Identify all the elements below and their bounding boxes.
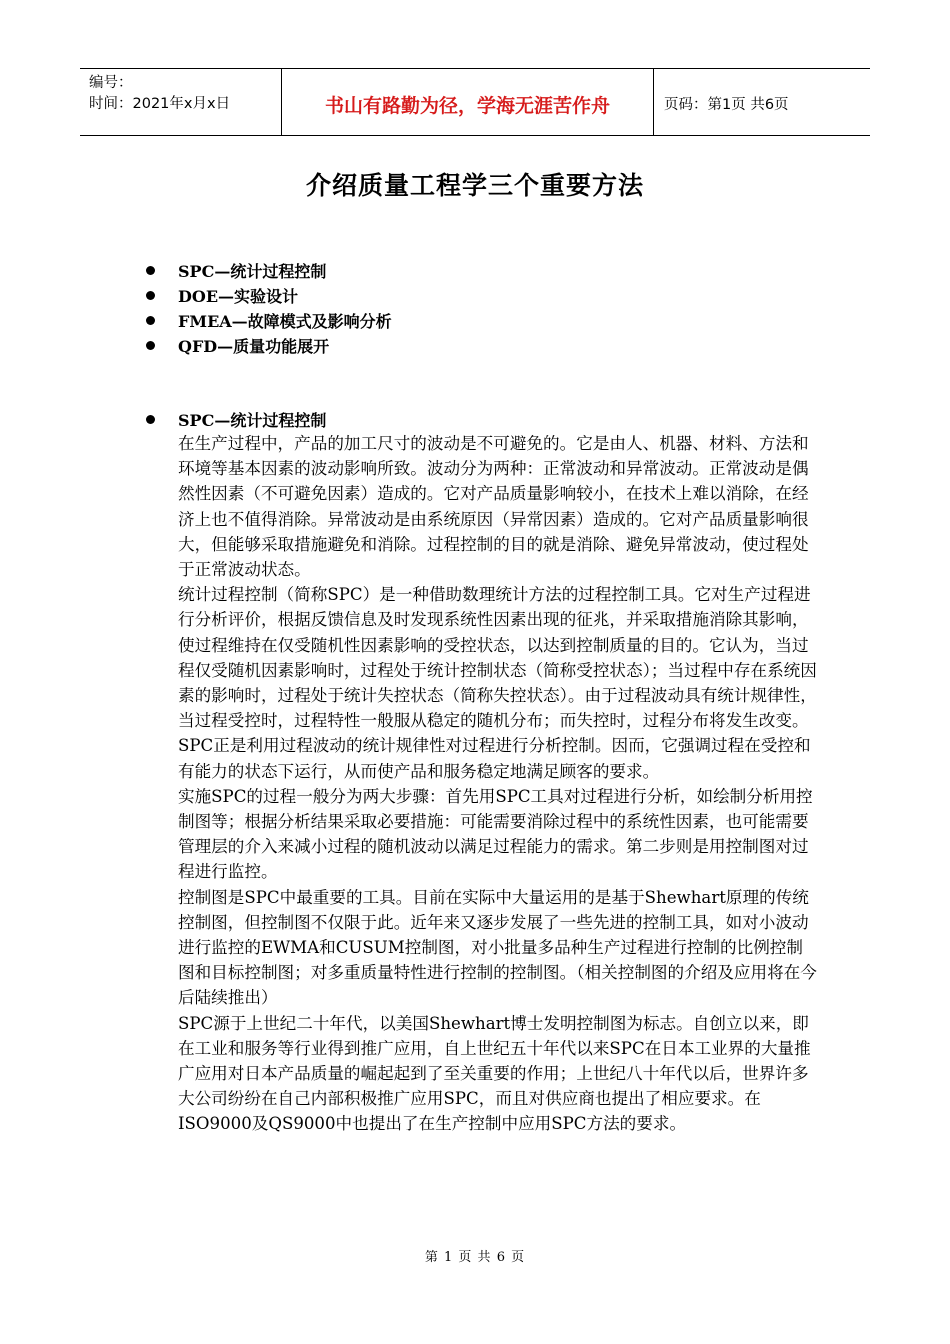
motto-cell [282, 69, 654, 135]
body-paragraph: 统计过程控制（简称SPC）是一种借助数理统计方法的过程控制工具。它对生产过程进行分析评价，根据反馈信息及时发现系统性因素出现的征兆，并采取措施消除其影响，使过程维持在仅受随机性因素影响的受控状态，以达到控制质量的目的。它认为，当过程仅受随机因素影响时，过程处于统计控制状态（简称受控状态）；当过程中存在系统因素的影响时，过程处于统计失控状态（简称失控状态）。由于过程波动具有统计规律性，当过程受控时，过程特性一般服从稳定的随机分布；而失控时，过程分布将发生改变。SPC正是利用过程波动的统计规律性对过程进行分析控制。因而，它强调过程在受控和有能力的状态下运行，从而使产品和服务稳定地满足顾客的要求。 [178, 585, 817, 781]
bullet-icon [146, 341, 155, 350]
number-label: 编号： [89, 75, 133, 91]
page-number-cell [654, 69, 870, 135]
bullet-icon [146, 266, 155, 275]
topic-label: QFD—质量功能展开 [178, 337, 330, 356]
body-paragraph: 实施SPC的过程一般分为两大步骤：首先用SPC工具对过程进行分析，如绘制分析用控制图等；根据分析结果采取必要措施：可能需要消除过程中的系统性因素，也可能需要管理层的介入来减小过程的随机波动以满足过程能力的需求。第二步则是用控制图对过程进行监控。 [178, 786, 813, 882]
body-paragraph: 控制图是SPC中最重要的工具。目前在实际中大量运用的是基于Shewhart原理的传统控制图，但控制图不仅限于此。近年来又逐步发展了一些先进的控制工具，如对小波动进行监控的EWMA和CUSUM控制图，对小批量多品种生产过程进行控制的比例控制图和目标控制图；对多重质量特性进行控制的控制图。（相关控制图的介绍及应用将在今后陆续推出） [178, 887, 817, 1008]
topic-label: FMEA—故障模式及影响分析 [178, 312, 392, 331]
section-body [178, 431, 818, 1137]
header-info-cell [80, 69, 282, 135]
page-footer: 第 1 页 共 6 页 [424, 1250, 526, 1265]
document-title: 介绍质量工程学三个重要方法 [305, 171, 644, 200]
topic-label: SPC—统计过程控制 [178, 262, 327, 281]
time-label: 时间：2021年x月x日 [89, 96, 231, 112]
topic-item [146, 283, 392, 308]
bullet-icon [146, 316, 155, 325]
topic-item [146, 258, 392, 283]
body-paragraph: 在生产过程中，产品的加工尺寸的波动是不可避免的。它是由人、机器、材料、方法和环境等基本因素的波动影响所致。波动分为两种：正常波动和异常波动。正常波动是偶然性因素（不可避免因素）造成的。它对产品质量影响较小，在技术上难以消除，在经济上也不值得消除。异常波动是由系统原因（异常因素）造成的。它对产品质量影响很大，但能够采取措施避免和消除。过程控制的目的就是消除、避免异常波动，使过程处于正常波动状态。 [178, 434, 809, 580]
body-paragraph: SPC源于上世纪二十年代，以美国Shewhart博士发明控制图为标志。自创立以来，即在工业和服务等行业得到推广应用，自上世纪五十年代以来SPC在日本工业界的大量推广应用对日本产品质量的崛起起到了至关重要的作用；上世纪八十年代以后，世界许多大公司纷纷在自己内部积极推广应用SPC，而且对供应商也提出了相应要求。在ISO9000及QS9000中也提出了在生产控制中应用SPC方法的要求。 [178, 1013, 811, 1134]
motto-text: 书山有路勤为径，学海无涯苦作舟 [324, 94, 610, 117]
bullet-icon [146, 415, 155, 424]
topic-item [146, 333, 392, 358]
section-heading-label: SPC—统计过程控制 [178, 411, 327, 430]
header-table [80, 68, 870, 136]
topic-item [146, 308, 392, 333]
topic-list [146, 258, 392, 358]
bullet-icon [146, 291, 155, 300]
topic-label: DOE—实验设计 [178, 287, 299, 306]
page-label: 页码：第1页 共6页 [664, 96, 789, 113]
section-heading [146, 407, 326, 432]
